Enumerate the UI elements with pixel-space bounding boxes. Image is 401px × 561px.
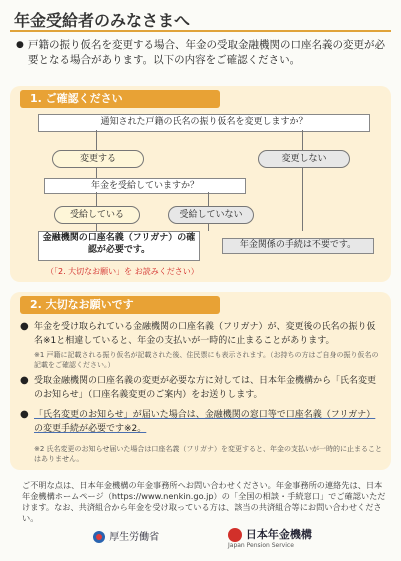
intro-body: 戸籍の振り仮名を変更する場合、年金の受取金融機関の口座名義の変更が必要となる場合があります。以下の内容をご確認ください。 [28,39,385,66]
page-title: 年金受給者のみなさまへ [14,11,191,30]
question1-box: 通知された戸籍の氏名の振り仮名を変更しますか？ [38,114,370,132]
see-section2-note: （「2. 大切なお願い」を お読みください） [46,267,199,276]
section1-heading: 1. ご確認ください [20,90,220,108]
intro-text [16,38,388,68]
title-divider [10,30,391,32]
mhlw-emblem-icon [92,530,106,544]
footer-contact-text: ご不明な点は、日本年金機構の年金事務所へお問い合わせください。年金事務所の連絡先は、日本年金機構ホームページ（https://www.nenkin.go.jp）の「全国の相談・手続窓口」でご確認いただけます。なお、共済組合から年金を受け取っている方は、該当の共済組合等にお問い合わせください。 [22,480,386,523]
section2-heading: 2. 大切なお願いです [20,296,220,314]
jps-emblem-icon [228,528,242,542]
section1-panel [10,86,391,282]
important-item2: 受取金融機関の口座名義の変更が必要な方に対しては、日本年金機構から「氏名変更のお知らせ」（口座名義変更のご案内）をお送りします。 [34,376,377,400]
jps-logo: 日本年金機構 Japan Pension Service [228,528,312,549]
answer-no1: 変更しない [258,150,350,168]
important-item1: 年金を受け取られている金融機関の口座名義（フリガナ）が、変更後の氏名の振り仮名※1と相違していると、年金の支払いが一時的に止まることがあります。 [34,322,376,346]
answer-yes2: 受給している [54,206,140,224]
answer-yes1: 変更する [52,150,144,168]
result-no-action-box: 年金関係の手続は不要です。 [222,238,374,254]
mhlw-logo: 厚生労働省 [92,528,159,544]
note1: ※1 戸籍に記載される振り仮名が記載された後、住民票にも表示されます。（お持ちの方はご自身の振り仮名の記載をご確認ください。） [34,351,379,369]
note2: ※2 氏名変更のお知らせ届いた場合は口座名義（フリガナ）を変更すると、年金の支払いが一時的に止まることはありません。 [34,445,382,463]
bullet-icon: ● [16,40,24,50]
bullet-icon: ● [20,375,29,386]
bullet-icon: ● [20,321,29,332]
section2-panel [10,292,391,470]
question2-box: 年金を受給していますか？ [44,178,246,194]
important-item3: 「氏名変更のお知らせ」が届いた場合は、金融機関の窓口等で口座名義（フリガナ）の変更手続が必要です※2。 [34,410,376,434]
result-confirm-box: 金融機関の口座名義（フリガナ）の確認が必要です。 [38,231,200,261]
bullet-icon: ● [20,409,29,420]
answer-no2: 受給していない [168,206,254,224]
